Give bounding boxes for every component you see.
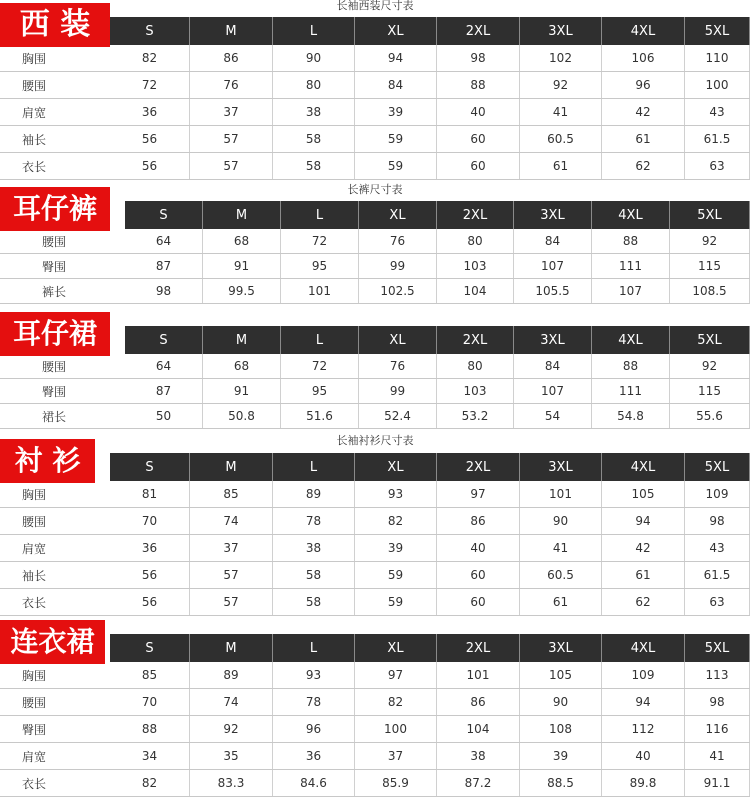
table-cell: 76: [359, 354, 437, 378]
measurement-label: 裤长: [42, 284, 67, 299]
table-cell: 88.5: [520, 770, 602, 796]
table-cell: 39: [520, 743, 602, 769]
size-header-3xl: 3XL: [514, 201, 592, 229]
table-row: [0, 716, 750, 743]
table-row: [0, 662, 750, 689]
table-row: [0, 99, 750, 126]
size-header-m: M: [203, 201, 281, 229]
table-cell: 90: [520, 508, 602, 534]
table-cell: 94: [602, 689, 685, 715]
table-cell: 112: [602, 716, 685, 742]
size-header-s: S: [110, 634, 190, 662]
table-cell: 64: [125, 354, 203, 378]
size-header-4xl: 4XL: [602, 453, 685, 481]
table-row: [0, 279, 750, 304]
measurement-label: 肩宽: [22, 541, 47, 556]
table-cell: 54: [514, 404, 592, 428]
size-header-row: [110, 634, 750, 662]
table-cell: 88: [592, 229, 670, 253]
table-cell: 62: [602, 589, 685, 615]
table-cell: 98: [125, 279, 203, 303]
table-cell: 56: [110, 589, 190, 615]
table-cell: 60: [437, 126, 520, 152]
table-cell: 92: [670, 229, 750, 253]
size-header-5xl: 5XL: [685, 453, 750, 481]
measurement-label: 腰围: [22, 78, 47, 93]
table-row: [0, 404, 750, 429]
table-cell: 113: [685, 662, 750, 688]
category-badge: 耳仔裤: [0, 187, 110, 231]
table-row: [0, 562, 750, 589]
size-header-3xl: 3XL: [520, 634, 602, 662]
size-header-xl: XL: [359, 326, 437, 354]
table-cell: 98: [685, 508, 750, 534]
table-cell: 87: [125, 379, 203, 403]
table-cell: 61.5: [685, 126, 750, 152]
size-header-s: S: [110, 453, 190, 481]
table-cell: 35: [190, 743, 273, 769]
table-cell: 59: [355, 153, 437, 179]
table-cell: 38: [437, 743, 520, 769]
table-cell: 56: [110, 126, 190, 152]
table-cell: 38: [273, 535, 355, 561]
table-cell: 99.5: [203, 279, 281, 303]
table-cell: 90: [273, 45, 355, 71]
size-header-5xl: 5XL: [670, 201, 750, 229]
table-caption: 长袖衬衫尺寸表: [336, 434, 414, 447]
measurement-label: 腰围: [22, 514, 47, 529]
table-cell: 58: [273, 153, 355, 179]
table-cell: 97: [355, 662, 437, 688]
table-caption: 长袖西装尺寸表: [336, 0, 414, 12]
table-row: [0, 45, 750, 72]
table-cell: 37: [355, 743, 437, 769]
table-cell: 89: [273, 481, 355, 507]
size-header-2xl: 2XL: [437, 634, 520, 662]
table-cell: 50.8: [203, 404, 281, 428]
table-cell: 57: [190, 562, 273, 588]
table-cell: 87: [125, 254, 203, 278]
table-cell: 108.5: [670, 279, 750, 303]
table-cell: 102: [520, 45, 602, 71]
category-badge: 西 装: [0, 3, 110, 47]
table-cell: 41: [520, 535, 602, 561]
table-cell: 99: [359, 379, 437, 403]
table-cell: 82: [355, 689, 437, 715]
table-cell: 90: [520, 689, 602, 715]
table-cell: 61.5: [685, 562, 750, 588]
table-cell: 93: [355, 481, 437, 507]
table-cell: 60.5: [520, 126, 602, 152]
size-table-trousers: [0, 180, 750, 304]
table-cell: 95: [281, 254, 359, 278]
table-cell: 57: [190, 126, 273, 152]
table-row: [0, 126, 750, 153]
table-cell: 76: [359, 229, 437, 253]
table-cell: 52.4: [359, 404, 437, 428]
table-cell: 40: [437, 99, 520, 125]
table-cell: 105.5: [514, 279, 592, 303]
table-cell: 87.2: [437, 770, 520, 796]
table-row: [0, 481, 750, 508]
table-cell: 111: [592, 254, 670, 278]
size-header-2xl: 2XL: [437, 453, 520, 481]
measurement-label: 袖长: [22, 132, 47, 147]
table-cell: 109: [685, 481, 750, 507]
table-cell: 59: [355, 126, 437, 152]
table-cell: 63: [685, 589, 750, 615]
table-cell: 84: [514, 229, 592, 253]
table-cell: 100: [355, 716, 437, 742]
table-cell: 91: [203, 379, 281, 403]
table-cell: 107: [514, 379, 592, 403]
table-cell: 61: [602, 562, 685, 588]
table-cell: 74: [190, 508, 273, 534]
table-cell: 78: [273, 508, 355, 534]
table-cell: 39: [355, 99, 437, 125]
size-header-5xl: 5XL: [685, 634, 750, 662]
table-cell: 91.1: [685, 770, 750, 796]
table-cell: 96: [602, 72, 685, 98]
size-header-m: M: [190, 634, 273, 662]
table-cell: 64: [125, 229, 203, 253]
table-cell: 88: [592, 354, 670, 378]
table-cell: 41: [685, 743, 750, 769]
table-cell: 103: [437, 254, 514, 278]
measurement-label: 衣长: [22, 776, 47, 791]
table-cell: 42: [602, 99, 685, 125]
table-cell: 82: [355, 508, 437, 534]
table-cell: 57: [190, 589, 273, 615]
size-header-row: [125, 201, 750, 229]
size-header-l: L: [273, 17, 355, 45]
size-header-l: L: [273, 453, 355, 481]
table-cell: 80: [437, 354, 514, 378]
size-header-l: L: [281, 201, 359, 229]
table-cell: 94: [602, 508, 685, 534]
table-row: [0, 508, 750, 535]
table-cell: 101: [520, 481, 602, 507]
table-cell: 107: [592, 279, 670, 303]
table-cell: 61: [520, 153, 602, 179]
table-cell: 40: [437, 535, 520, 561]
measurement-label: 衣长: [22, 159, 47, 174]
table-cell: 84: [514, 354, 592, 378]
table-row: [0, 689, 750, 716]
table-row: [0, 153, 750, 180]
table-cell: 86: [437, 689, 520, 715]
table-cell: 37: [190, 535, 273, 561]
measurement-label: 臀围: [42, 384, 67, 399]
table-cell: 91: [203, 254, 281, 278]
table-cell: 58: [273, 126, 355, 152]
table-cell: 60.5: [520, 562, 602, 588]
table-cell: 84: [355, 72, 437, 98]
table-row: [0, 743, 750, 770]
measurement-label: 胸围: [22, 487, 47, 502]
table-cell: 36: [273, 743, 355, 769]
table-cell: 70: [110, 508, 190, 534]
table-cell: 88: [437, 72, 520, 98]
size-header-m: M: [190, 453, 273, 481]
table-cell: 59: [355, 562, 437, 588]
size-header-row: [110, 453, 750, 481]
table-cell: 62: [602, 153, 685, 179]
table-cell: 104: [437, 279, 514, 303]
table-cell: 78: [273, 689, 355, 715]
table-cell: 56: [110, 562, 190, 588]
table-cell: 89.8: [602, 770, 685, 796]
table-cell: 85: [190, 481, 273, 507]
measurement-label: 臀围: [42, 259, 67, 274]
category-badge: 耳仔裙: [0, 312, 110, 356]
table-cell: 95: [281, 379, 359, 403]
table-cell: 103: [437, 379, 514, 403]
table-cell: 38: [273, 99, 355, 125]
table-cell: 57: [190, 153, 273, 179]
size-header-4xl: 4XL: [592, 326, 670, 354]
table-cell: 63: [685, 153, 750, 179]
table-cell: 41: [520, 99, 602, 125]
table-cell: 72: [110, 72, 190, 98]
table-cell: 34: [110, 743, 190, 769]
table-cell: 58: [273, 562, 355, 588]
size-table-shirt: [0, 432, 750, 616]
table-cell: 53.2: [437, 404, 514, 428]
table-cell: 36: [110, 535, 190, 561]
table-cell: 110: [685, 45, 750, 71]
size-table-skirt: [0, 312, 750, 429]
table-cell: 60: [437, 153, 520, 179]
measurement-label: 肩宽: [22, 749, 47, 764]
size-header-3xl: 3XL: [520, 453, 602, 481]
table-cell: 80: [437, 229, 514, 253]
table-cell: 60: [437, 589, 520, 615]
table-row: [0, 589, 750, 616]
table-cell: 85: [110, 662, 190, 688]
size-header-2xl: 2XL: [437, 326, 514, 354]
table-cell: 70: [110, 689, 190, 715]
table-cell: 115: [670, 379, 750, 403]
table-row: [0, 535, 750, 562]
size-header-5xl: 5XL: [670, 326, 750, 354]
size-header-2xl: 2XL: [437, 17, 520, 45]
size-header-xl: XL: [359, 201, 437, 229]
size-header-3xl: 3XL: [520, 17, 602, 45]
table-cell: 72: [281, 229, 359, 253]
table-cell: 100: [685, 72, 750, 98]
table-cell: 96: [273, 716, 355, 742]
measurement-label: 腰围: [42, 234, 67, 249]
size-header-3xl: 3XL: [514, 326, 592, 354]
table-cell: 92: [190, 716, 273, 742]
size-header-4xl: 4XL: [592, 201, 670, 229]
table-cell: 101: [281, 279, 359, 303]
table-row: [0, 254, 750, 279]
table-cell: 83.3: [190, 770, 273, 796]
table-cell: 80: [273, 72, 355, 98]
size-header-5xl: 5XL: [685, 17, 750, 45]
size-header-l: L: [273, 634, 355, 662]
table-cell: 55.6: [670, 404, 750, 428]
table-cell: 60: [437, 562, 520, 588]
table-cell: 92: [670, 354, 750, 378]
size-header-row: [110, 17, 750, 45]
table-cell: 105: [602, 481, 685, 507]
size-header-xl: XL: [355, 453, 437, 481]
table-cell: 76: [190, 72, 273, 98]
table-cell: 93: [273, 662, 355, 688]
measurement-label: 袖长: [22, 568, 47, 583]
table-row: [0, 354, 750, 379]
category-badge: 连衣裙: [0, 620, 105, 664]
table-cell: 97: [437, 481, 520, 507]
measurement-label: 胸围: [22, 668, 47, 683]
measurement-label: 臀围: [22, 722, 47, 737]
table-cell: 108: [520, 716, 602, 742]
table-cell: 61: [602, 126, 685, 152]
table-cell: 58: [273, 589, 355, 615]
table-cell: 59: [355, 589, 437, 615]
table-cell: 72: [281, 354, 359, 378]
table-cell: 43: [685, 535, 750, 561]
table-cell: 56: [110, 153, 190, 179]
size-header-4xl: 4XL: [602, 17, 685, 45]
table-cell: 101: [437, 662, 520, 688]
table-cell: 43: [685, 99, 750, 125]
table-row: [0, 770, 750, 797]
size-header-4xl: 4XL: [602, 634, 685, 662]
table-row: [0, 72, 750, 99]
size-header-s: S: [125, 201, 203, 229]
size-header-s: S: [110, 17, 190, 45]
table-cell: 111: [592, 379, 670, 403]
table-cell: 104: [437, 716, 520, 742]
size-header-xl: XL: [355, 17, 437, 45]
table-cell: 98: [437, 45, 520, 71]
size-header-m: M: [203, 326, 281, 354]
table-cell: 89: [190, 662, 273, 688]
table-cell: 115: [670, 254, 750, 278]
table-row: [0, 379, 750, 404]
table-row: [0, 229, 750, 254]
table-caption: 长裤尺寸表: [347, 183, 403, 196]
measurement-label: 腰围: [42, 359, 67, 374]
table-cell: 74: [190, 689, 273, 715]
table-cell: 82: [110, 45, 190, 71]
table-cell: 88: [110, 716, 190, 742]
table-cell: 84.6: [273, 770, 355, 796]
size-table-dress: [0, 620, 750, 797]
table-cell: 61: [520, 589, 602, 615]
measurement-label: 裙长: [42, 409, 67, 424]
table-cell: 85.9: [355, 770, 437, 796]
measurement-label: 腰围: [22, 695, 47, 710]
table-cell: 102.5: [359, 279, 437, 303]
table-cell: 50: [125, 404, 203, 428]
table-cell: 39: [355, 535, 437, 561]
table-cell: 99: [359, 254, 437, 278]
size-header-2xl: 2XL: [437, 201, 514, 229]
table-cell: 68: [203, 354, 281, 378]
table-cell: 40: [602, 743, 685, 769]
category-badge: 衬 衫: [0, 439, 95, 483]
size-header-xl: XL: [355, 634, 437, 662]
size-header-l: L: [281, 326, 359, 354]
table-cell: 86: [190, 45, 273, 71]
table-cell: 94: [355, 45, 437, 71]
table-cell: 116: [685, 716, 750, 742]
table-cell: 86: [437, 508, 520, 534]
table-cell: 42: [602, 535, 685, 561]
size-header-s: S: [125, 326, 203, 354]
measurement-label: 肩宽: [22, 105, 47, 120]
table-cell: 51.6: [281, 404, 359, 428]
table-cell: 107: [514, 254, 592, 278]
table-cell: 109: [602, 662, 685, 688]
table-cell: 37: [190, 99, 273, 125]
size-header-m: M: [190, 17, 273, 45]
size-header-row: [125, 326, 750, 354]
table-cell: 54.8: [592, 404, 670, 428]
table-cell: 68: [203, 229, 281, 253]
table-cell: 82: [110, 770, 190, 796]
table-cell: 98: [685, 689, 750, 715]
table-cell: 36: [110, 99, 190, 125]
table-cell: 106: [602, 45, 685, 71]
table-cell: 92: [520, 72, 602, 98]
table-cell: 81: [110, 481, 190, 507]
table-cell: 105: [520, 662, 602, 688]
measurement-label: 衣长: [22, 595, 47, 610]
measurement-label: 胸围: [22, 51, 47, 66]
size-table-suit: [0, 0, 750, 180]
